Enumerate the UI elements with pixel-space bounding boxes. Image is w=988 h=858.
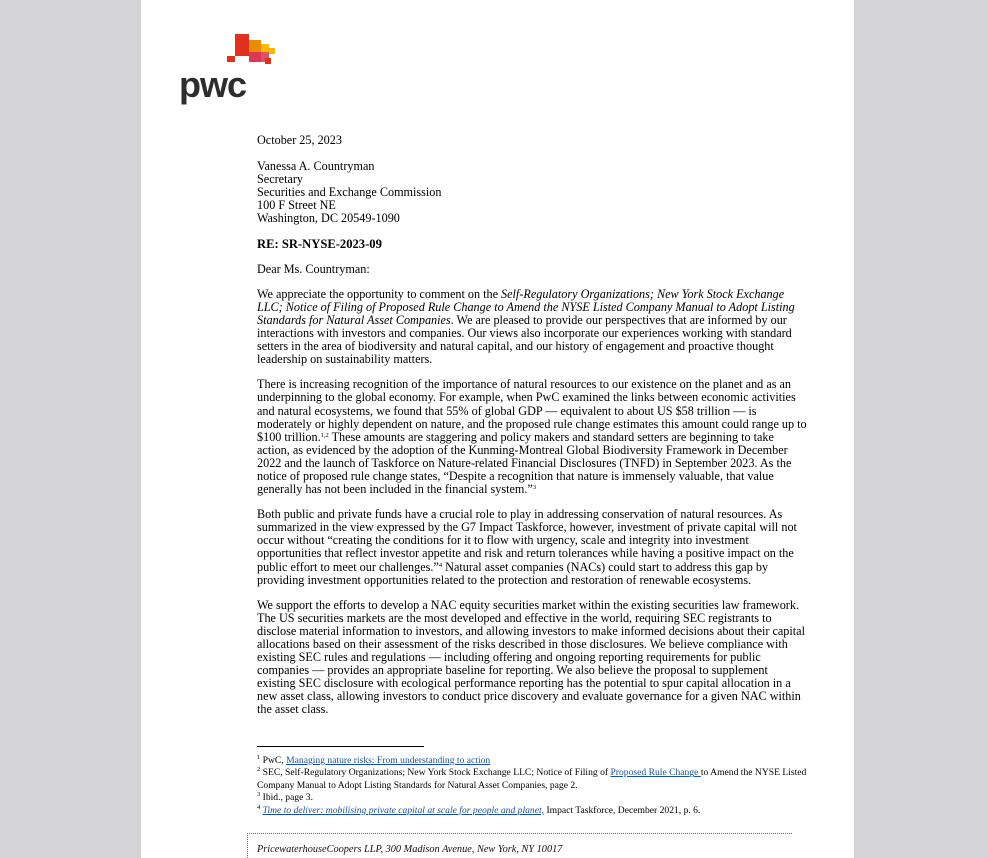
footnote-1: $^1$ PwC, Managing nature risks: From understanding to action bbox=[257, 754, 491, 766]
footnote-ref-1-2: 1,2 bbox=[320, 431, 329, 439]
paragraph-2: There is increasing recognition of the importance of natural resources to our existence on the planet and as an underpinning to the global economy. For example, when PwC examined the links between economic activities and natural ecosystems, we found that 55% of global GDP — equivalent to about US $58 trillion — is moderately or highly dependent on nature, and the proposed rule change estimates this amount could range up to $100 trillion.$^{1,2}$ These amounts are staggering and policy makers and standard setters are beginning to take action, as evidenced by the adoption of the Kunming-Montreal Global Biodiversity Framework in December 2022 and the launch of Taskforce on Nature-related Financial Disclosures (TNFD) in September 2023. As the notice of proposed rule change states, “Despite a recognition that nature is immensely valuable, that value generally has not been included in the financial system.”$^3$ bbox=[257, 377, 807, 497]
rule-title: Self-Regulatory Organizations; New York Stock Exchange LLC; Notice of Filing of Proposed Rule Change to Amend the NYSE Listed Company Manual to Adopt Listing Standards for Natural Asset Companies bbox=[257, 286, 795, 327]
footnote-2-link[interactable]: Proposed Rule Change bbox=[610, 767, 701, 779]
re-line: RE: SR-NYSE-2023-09 bbox=[257, 236, 382, 251]
footer-dotted-rule-vertical bbox=[247, 833, 248, 858]
letter-date: October 25, 2023 bbox=[257, 133, 342, 147]
footnote-divider bbox=[257, 746, 424, 747]
footnote-ref-4: 4 bbox=[438, 561, 443, 569]
footnote-3: $^3$ Ibid., page 3. bbox=[257, 791, 314, 804]
paragraph-3: Both public and private funds have a crucial role to play in addressing conservation of natural resources. As summarized in the view expressed by the G7 Impact Taskforce, however, investment of private capital will not occur without “creating the conditions for it to flow with urgency, scale and integrity into investment opportunities that reflect investor appetite and risk and return tolerances while having a positive impact on the public effort to meet our challenges.”$^4$ Natural asset companies (NACs) could start to address this gap by providing investment opportunities related to the protection and restoration of renewable ecosystems. bbox=[257, 507, 797, 587]
pwc-logo bbox=[179, 34, 275, 104]
recipient-address bbox=[257, 160, 809, 225]
recipient-org: Securities and Exchange Commission bbox=[257, 185, 442, 200]
pwc-logo-blocks bbox=[235, 34, 275, 66]
footnotes bbox=[257, 755, 817, 817]
recipient-city: Washington, DC 20549-1090 bbox=[257, 211, 400, 226]
letter-page bbox=[141, 0, 854, 858]
salutation: Dear Ms. Countryman: bbox=[257, 261, 370, 276]
recipient-street: 100 F Street NE bbox=[257, 198, 336, 213]
footnote-4: $^4$ Time to deliver: mobilising private capital at scale for people and planet, Impact Taskforce, December 2021, p. 6. bbox=[257, 803, 701, 816]
letter-body bbox=[257, 134, 809, 717]
paragraph-4: We support the efforts to develop a NAC equity securities market within the existing securities law framework. The US securities markets are the most developed and effective in the world, requiring SEC registrants to disclose material information to investors, and allowing investors to make informed decisions about their capital allocations based on their assessment of the risks described in those disclosures. We believe compliance with existing SEC rules and regulations — including offering and ongoing reporting requirements for public companies — provides an appropriate baseline for reporting. We also believe the proposal to supplement existing SEC disclosure with ecological performance reporting has the potential to spur capital allocation in a new asset class, allowing investors to conduct price discovery and evaluate governance for a given NAC within the asset class. bbox=[257, 597, 805, 717]
footnote-ref-3: 3 bbox=[532, 484, 537, 492]
footnote-2: $^2$ SEC, Self-Regulatory Organizations; New York Stock Exchange LLC; Notice of Filing of Proposed Rule Change to Amend the NYSE Listed Company Manual to Adopt Listing Standards for Natural Asset Companies, page 2. bbox=[257, 766, 807, 791]
footer-address: PricewaterhouseCoopers LLP, 300 Madison Avenue, New York, NY 10017 bbox=[257, 844, 563, 855]
footnote-4-link[interactable]: Time to deliver: mobilising private capital at scale for people and planet, bbox=[262, 804, 545, 816]
pwc-logo-wordmark: pwc bbox=[179, 64, 247, 105]
footnote-1-link[interactable]: Managing nature risks: From understanding to action bbox=[286, 755, 491, 766]
recipient-name: Vanessa A. Countryman bbox=[257, 159, 375, 174]
footer-dotted-rule bbox=[247, 833, 792, 834]
recipient-title: Secretary bbox=[257, 172, 304, 187]
paragraph-1: We appreciate the opportunity to comment on the Self-Regulatory Organizations; New York Stock Exchange LLC; Notice of Filing of Proposed Rule Change to Amend the NYSE Listed Company Manual to Adopt Listing Standards for Natural Asset Companies. We are pleased to provide our perspectives that are informed by our interactions with investors and companies. Our views also incorporate our experiences working with standard setters in the area of biodiversity and natural capital, and our history of engagement and proactive thought leadership on sustainability matters. bbox=[257, 286, 795, 367]
